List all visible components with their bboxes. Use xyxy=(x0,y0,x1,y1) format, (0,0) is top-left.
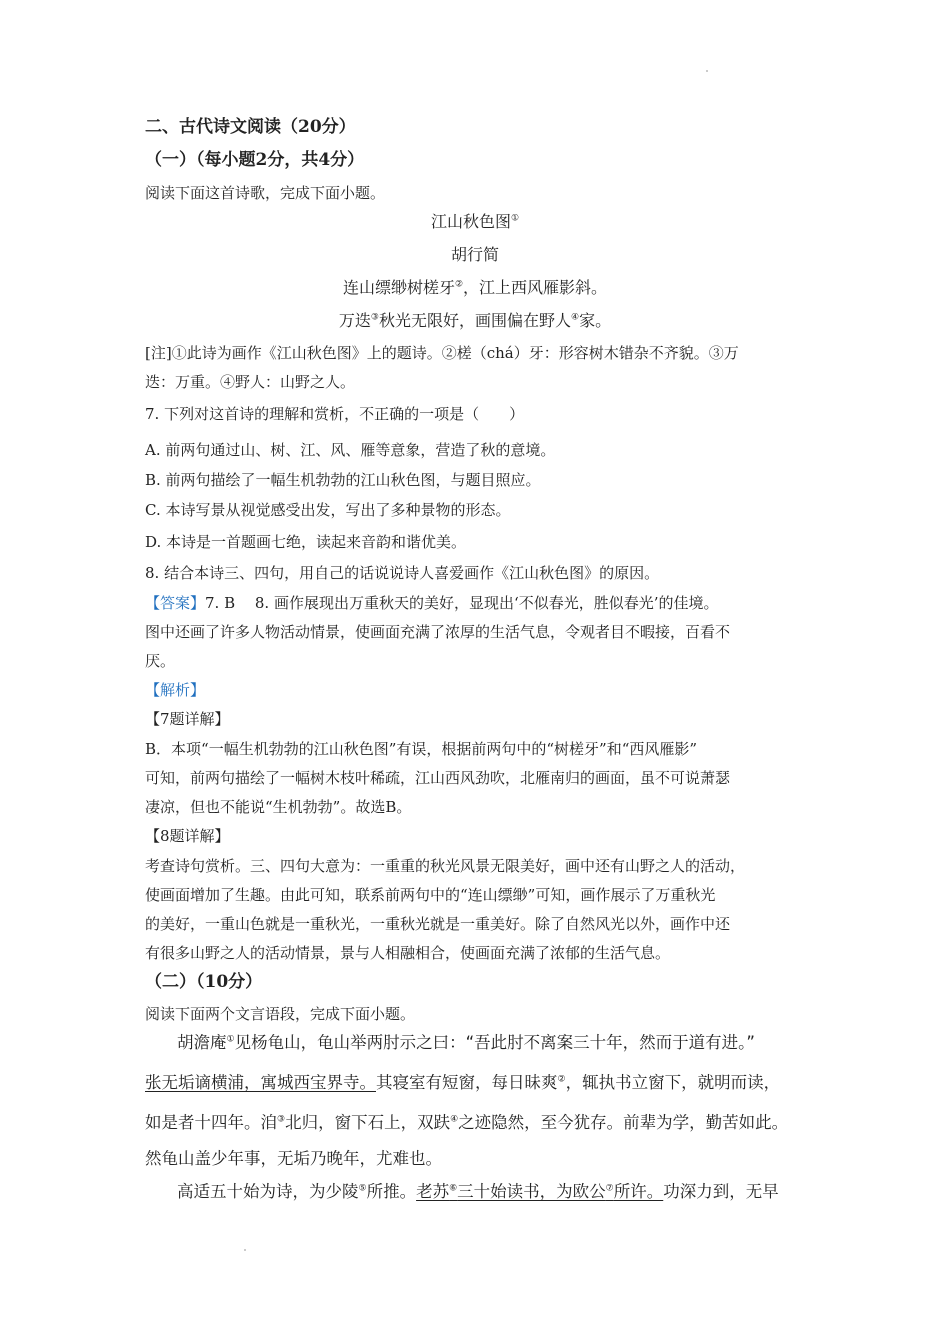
passage1-line-4: 然龟山盖少年事，无垢乃晚年，尤难也。 xyxy=(145,1149,442,1168)
underlined-sentence-2: 老苏⑥三十始读书，为欧公⑦所许。 xyxy=(416,1182,664,1201)
question-8: 8. 结合本诗三、四句，用自己的话说说诗人喜爱画作《江山秋色图》的原因。 xyxy=(145,564,660,582)
q8-detail-2: 使画面增加了生趣。由此可知，联系前两句中的“连山缥缈”可知，画作展示了万重秋光 xyxy=(145,886,716,904)
section-title: 二、古代诗文阅读（20分） xyxy=(145,117,356,137)
notes-line-2: 迭：万重。④野人：山野之人。 xyxy=(145,373,356,391)
scan-dot xyxy=(244,1249,246,1251)
passage1-line-3: 如是者十四年。洎③北归，窗下石上，双趺④之迹隐然，至今犹存。前辈为学，勤苦如此。 xyxy=(145,1113,789,1132)
answer-line-2: 图中还画了许多人物活动情景，使画面充满了浓厚的生活气息，令观者目不暇接，百看不 xyxy=(145,623,731,641)
q8-detail-label: 【8题详解】 xyxy=(145,827,230,845)
option-b: B. 前两句描绘了一幅生机勃勃的江山秋色图，与题目照应。 xyxy=(145,471,541,489)
analysis-label: 【解析】 xyxy=(145,681,206,699)
q8-detail-1: 考查诗句赏析。三、四句大意为：一重重的秋光风景无限美好，画中还有山野之人的活动， xyxy=(145,857,746,875)
question-7: 7. 下列对这首诗的理解和赏析，不正确的一项是（ ） xyxy=(145,405,525,423)
answer-line-1: 【答案】7. B 8. 画作展现出万重秋天的美好，显现出‘不似春光，胜似春光’的佳境。 xyxy=(145,594,719,612)
passage2-line-1: 高适五十始为诗，为少陵⑤所推。老苏⑥三十始读书，为欧公⑦所许。功深力到，无早 xyxy=(177,1182,779,1201)
q7-detail-2: 可知，前两句描绘了一幅树木枝叶稀疏，江山西风劲吹，北雁南归的画面，虽不可说萧瑟 xyxy=(145,769,731,787)
part1-instruction: 阅读下面这首诗歌，完成下面小题。 xyxy=(145,184,386,202)
answer-line-3: 厌。 xyxy=(145,652,176,670)
scan-dot xyxy=(706,70,708,72)
part2-heading: （二）（10分） xyxy=(145,972,263,992)
option-d: D. 本诗是一首题画七绝，读起来音韵和谐优美。 xyxy=(145,533,467,551)
poem-line-2: 万迭③秋光无限好，画围偏在野人④家。 xyxy=(338,311,612,330)
part2-instruction: 阅读下面两个文言语段，完成下面小题。 xyxy=(145,1005,416,1023)
q8-detail-3: 的美好，一重山色就是一重秋光，一重秋光就是一重美好。除了自然风光以外，画作中还 xyxy=(145,915,731,933)
answer-label: 【答案】 xyxy=(145,594,206,612)
underlined-sentence-1: 张无垢谪横浦，寓城西宝界寺。 xyxy=(145,1073,376,1092)
option-a: A. 前两句通过山、树、江、风、雁等意象，营造了秋的意境。 xyxy=(145,441,556,459)
passage1-line-1: 胡澹庵①见杨龟山，龟山举两肘示之曰：“吾此肘不离案三十年，然而于道有进。” xyxy=(177,1033,755,1052)
q7-detail-1: B．本项“一幅生机勃勃的江山秋色图”有误，根据前两句中的“树槎牙”和“西风雁影” xyxy=(145,740,698,758)
q7-detail-label: 【7题详解】 xyxy=(145,710,230,728)
poem-line-1: 连山缥缈树槎牙②，江上西风雁影斜。 xyxy=(342,278,608,297)
passage1-line-2: 张无垢谪横浦，寓城西宝界寺。其寝室有短窗，每日昧爽②，辄执书立窗下，就明而读， xyxy=(145,1073,781,1092)
option-c: C. 本诗写景从视觉感受出发，写出了多种景物的形态。 xyxy=(145,501,511,519)
poem-author: 胡行简 xyxy=(450,245,499,264)
part1-heading: （一）（每小题2分，共4分） xyxy=(145,150,365,170)
q7-detail-3: 凄凉，但也不能说“生机勃勃”。故选B。 xyxy=(145,798,412,816)
q8-detail-4: 有很多山野之人的活动情景，景与人相融相合，使画面充满了浓郁的生活气息。 xyxy=(145,944,671,962)
notes-line-1: [注]①此诗为画作《江山秋色图》上的题诗。②槎（chá）牙：形容树木错杂不齐貌。③万 xyxy=(145,344,739,362)
poem-title: 江山秋色图① xyxy=(430,212,520,231)
